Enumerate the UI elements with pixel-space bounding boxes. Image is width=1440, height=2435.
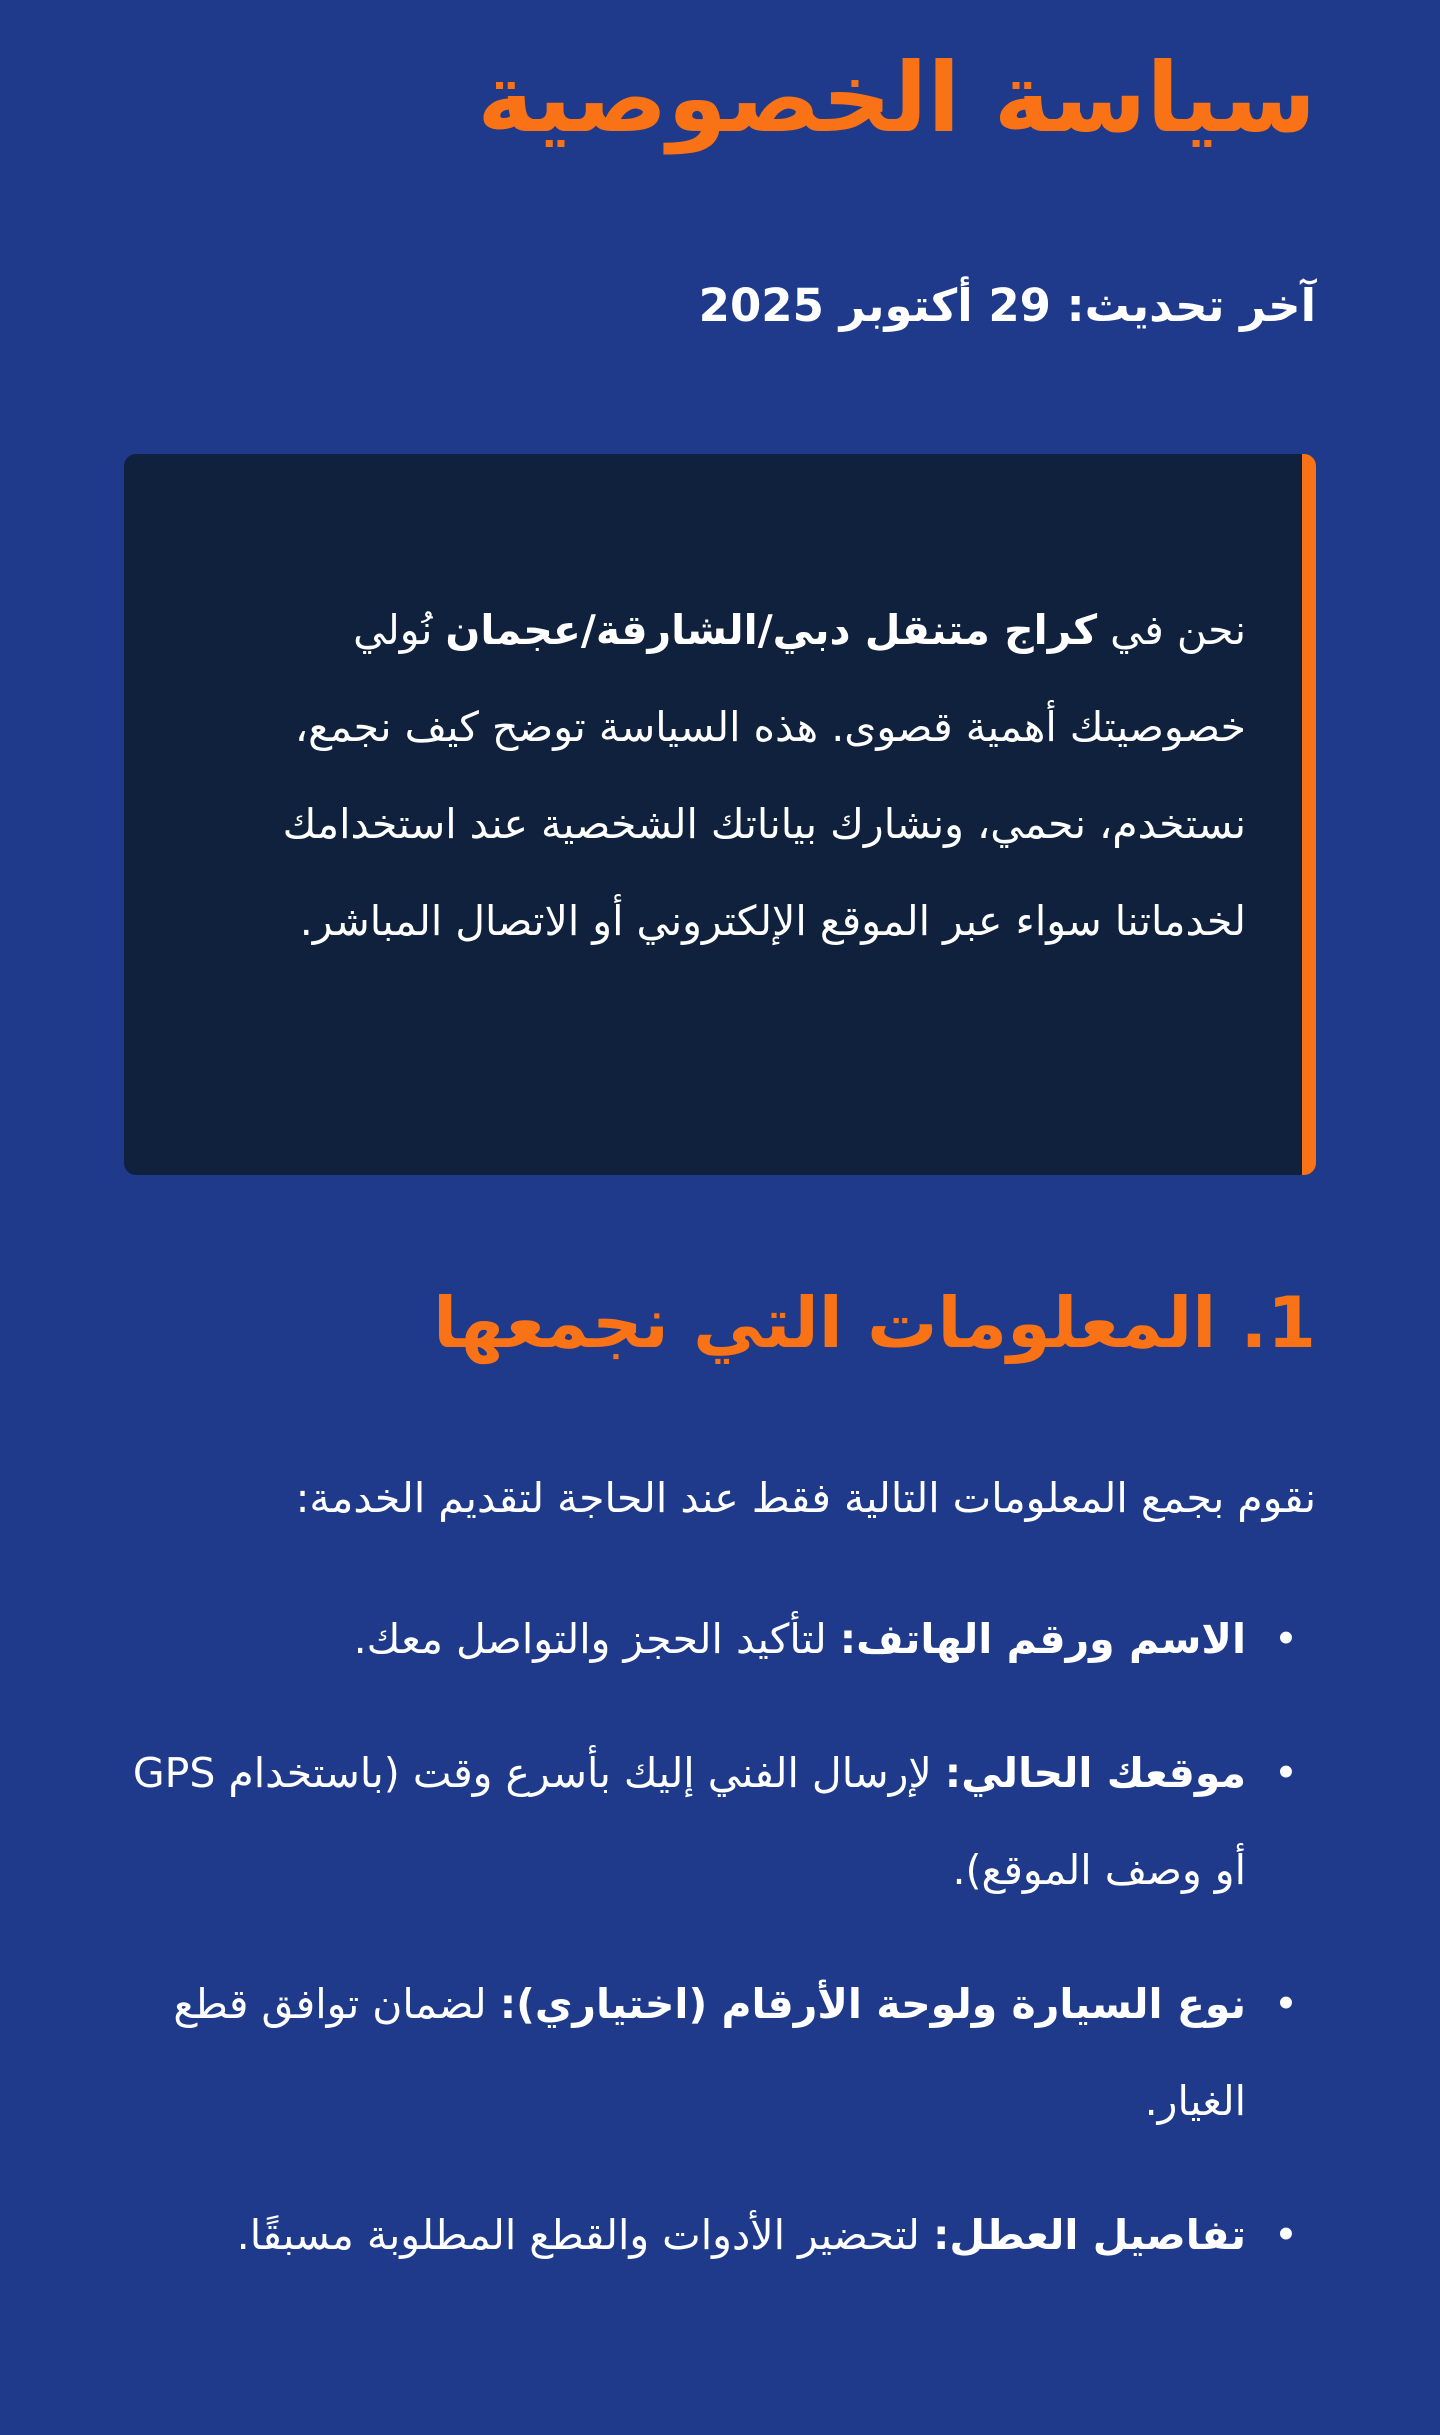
list-item-text: لإرسال الفني إليك بأسرع وقت (باستخدام GPS أو وصف الموقع). <box>132 1749 1246 1894</box>
list-item <box>124 1725 1298 1919</box>
list-item-text: لضمان توافق قطع الغيار. <box>173 1980 1246 2125</box>
bullet-icon: • <box>1273 2211 1298 2259</box>
list-item <box>124 1591 1298 1688</box>
collected-info-list <box>124 1591 1316 2284</box>
list-item-term: موقعك الحالي: <box>944 1749 1246 1797</box>
list-item <box>124 1956 1298 2150</box>
list-item-term: تفاصيل العطل: <box>932 2211 1246 2259</box>
list-item-text: لتحضير الأدوات والقطع المطلوبة مسبقًا. <box>236 2211 933 2259</box>
intro-box <box>124 454 1316 1175</box>
last-updated-label: آخر تحديث: <box>1066 279 1316 332</box>
section-lead: نقوم بجمع المعلومات التالية فقط عند الحاجة لتقديم الخدمة: <box>295 1474 1316 1522</box>
intro-text <box>180 582 1246 970</box>
business-name: كراج متنقل دبي/الشارقة/عجمان <box>445 606 1098 654</box>
bullet-icon: • <box>1273 1615 1298 1663</box>
list-item-term: نوع السيارة ولوحة الأرقام (اختياري): <box>499 1980 1246 2028</box>
last-updated <box>124 276 1316 336</box>
intro-text-before: نحن في <box>1097 606 1246 654</box>
list-item <box>124 2187 1298 2284</box>
last-updated-date: 29 أكتوبر 2025 <box>698 279 1051 332</box>
section-title-info-collected: 1. المعلومات التي نجمعها <box>433 1282 1316 1364</box>
bullet-icon: • <box>1273 1749 1298 1797</box>
list-item-text: لتأكيد الحجز والتواصل معك. <box>353 1615 840 1663</box>
bullet-icon: • <box>1273 1980 1298 2028</box>
page-title: سياسة الخصوصية <box>477 42 1316 154</box>
list-item-term: الاسم ورقم الهاتف: <box>839 1615 1246 1663</box>
intro-text-after: نُولي خصوصيتك أهمية قصوى. هذه السياسة توضح كيف نجمع، نستخدم، نحمي، ونشارك بياناتك الشخصية عند استخدامك لخدماتنا سواء عبر الموقع الإلكتروني أو الاتصال المباشر. <box>282 606 1246 945</box>
